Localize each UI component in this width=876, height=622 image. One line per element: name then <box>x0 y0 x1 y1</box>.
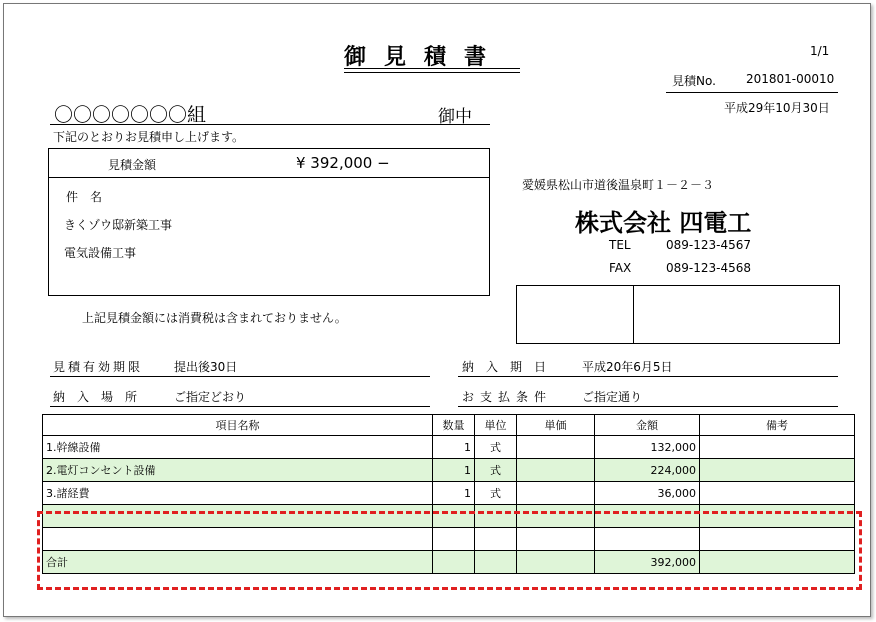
table-header-row <box>43 415 855 436</box>
header-item-name: 項目名称 <box>43 415 433 436</box>
payment-value: ご指定通り <box>582 390 643 404</box>
subject-line-2: 電気設備工事 <box>64 246 137 260</box>
stamp-box <box>516 285 840 344</box>
cell-price <box>517 436 595 459</box>
delivery-place-underline <box>50 406 430 407</box>
cell-unit: 式 <box>475 482 517 505</box>
validity-label: 見積有効期限 <box>53 360 144 374</box>
tax-note: 上記見積金額には消費税は含まれておりません。 <box>82 311 347 325</box>
tel-label: TEL <box>609 238 631 252</box>
cell-note <box>700 436 855 459</box>
title-underline <box>344 68 520 69</box>
fax-number: 089-123-4568 <box>666 261 752 275</box>
stamp-box-divider <box>633 286 634 343</box>
header-amount: 金額 <box>595 415 700 436</box>
delivery-date-value: 平成20年6月5日 <box>582 360 673 374</box>
customer-underline <box>50 124 490 125</box>
estimate-no-underline <box>666 92 838 93</box>
title-underline-double <box>344 72 520 73</box>
table-row <box>43 436 855 459</box>
cell-amount: 132,000 <box>595 436 700 459</box>
highlight-box <box>37 511 862 590</box>
estimate-no-label: 見積No. <box>672 74 716 88</box>
cell-unit: 式 <box>475 459 517 482</box>
cell-name: 2.電灯コンセント設備 <box>43 459 433 482</box>
payment-underline <box>458 406 838 407</box>
table-row <box>43 459 855 482</box>
tel-number: 089-123-4567 <box>666 238 752 252</box>
delivery-place-label: 納 入 場 所 <box>53 390 138 404</box>
cell-price <box>517 459 595 482</box>
header-unit-price: 単価 <box>517 415 595 436</box>
document-sheet <box>3 3 871 617</box>
fax-label: FAX <box>609 261 632 275</box>
delivery-date-underline <box>458 376 838 377</box>
amount-label: 見積金額 <box>108 158 157 172</box>
estimate-no: 201801-00010 <box>746 72 835 86</box>
table-row <box>43 482 855 505</box>
header-remarks: 備考 <box>700 415 855 436</box>
cell-unit: 式 <box>475 436 517 459</box>
delivery-place-value: ご指定どおり <box>174 390 247 404</box>
document-title: 御見積書 <box>344 45 505 70</box>
page-number: 1/1 <box>810 44 830 58</box>
cell-qty: 1 <box>433 436 475 459</box>
delivery-date-label: 納 入 期 日 <box>462 360 547 374</box>
issue-date: 平成29年10月30日 <box>724 101 830 115</box>
cell-qty: 1 <box>433 459 475 482</box>
cell-amount: 36,000 <box>595 482 700 505</box>
validity-underline <box>50 376 430 377</box>
amount-box-divider <box>48 177 489 178</box>
cell-amount: 224,000 <box>595 459 700 482</box>
subject-label: 件 名 <box>66 190 103 204</box>
cell-price <box>517 482 595 505</box>
cell-name: 3.諸経費 <box>43 482 433 505</box>
cell-note <box>700 482 855 505</box>
total-amount: 392,000 <box>595 551 700 574</box>
validity-value: 提出後30日 <box>174 360 238 374</box>
cell-note <box>700 459 855 482</box>
intro-text: 下記のとおりお見積申し上げます。 <box>53 130 245 144</box>
cell-name: 1.幹線設備 <box>43 436 433 459</box>
subject-line-1: きくゾウ邸新築工事 <box>64 218 173 232</box>
payment-label: お支払条件 <box>462 390 553 404</box>
cell-qty: 1 <box>433 482 475 505</box>
total-label: 合計 <box>43 551 433 574</box>
customer-name: 〇〇〇〇〇〇〇組 <box>54 104 207 126</box>
header-unit: 単位 <box>475 415 517 436</box>
company-name: 株式会社 四電工 <box>575 209 752 237</box>
company-address: 愛媛県松山市道後温泉町１－２－３ <box>522 178 715 192</box>
amount-value: ¥ 392,000 − <box>296 154 390 172</box>
header-quantity: 数量 <box>433 415 475 436</box>
honorific: 御中 <box>438 107 472 127</box>
